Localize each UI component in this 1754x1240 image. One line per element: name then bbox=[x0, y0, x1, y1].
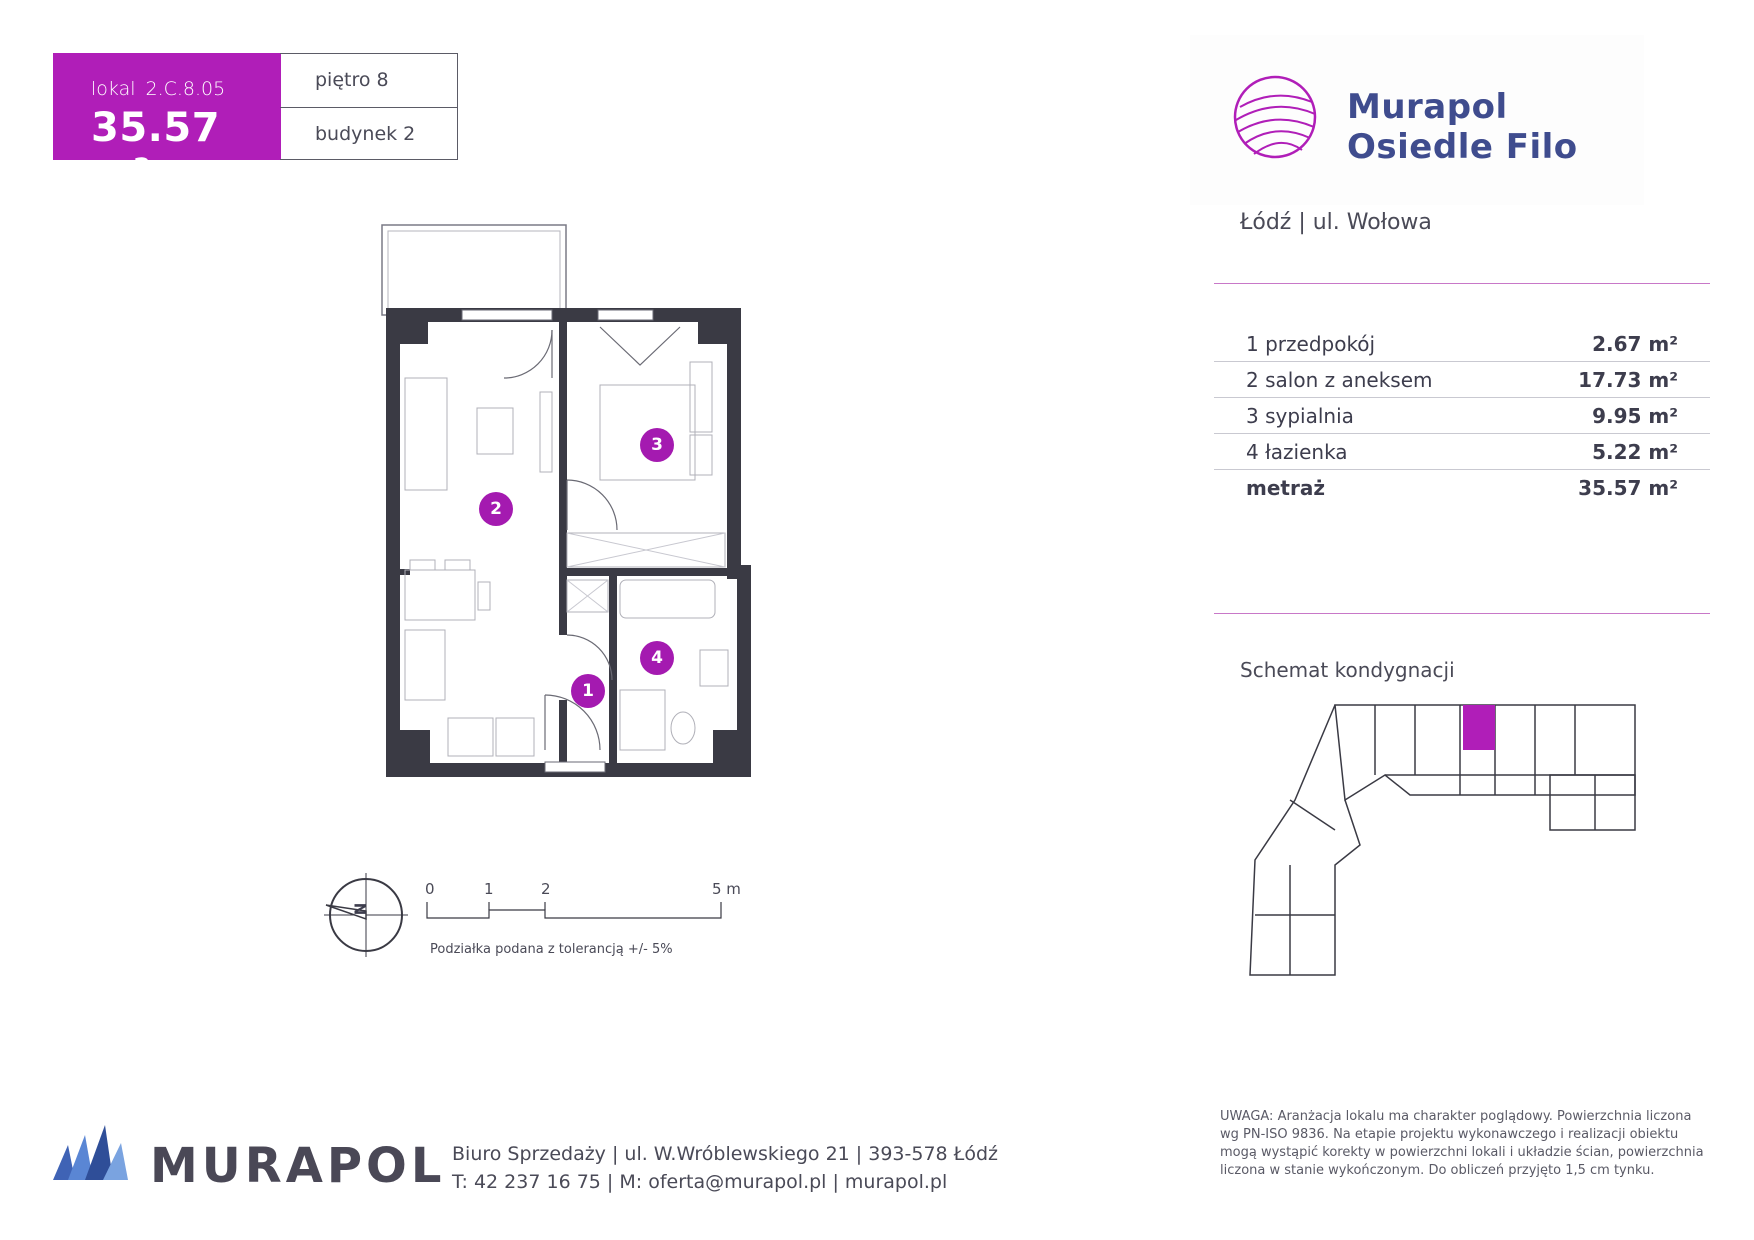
unit-label: lokal bbox=[91, 78, 136, 100]
scale-tick-1: 1 bbox=[484, 880, 494, 898]
total-row bbox=[1214, 470, 1710, 506]
sales-office-phone-email: T: 42 237 16 75 | M: oferta@murapol.pl | murapol.pl bbox=[452, 1171, 948, 1193]
project-address: Łódź | ul. Wołowa bbox=[1240, 210, 1432, 235]
room-name: 1 przedpokój bbox=[1246, 331, 1376, 356]
compass-letter: N bbox=[351, 902, 370, 916]
room-name: 3 sypialnia bbox=[1246, 403, 1354, 428]
room-name: 4 łazienka bbox=[1246, 439, 1348, 464]
floor-schema bbox=[1235, 700, 1645, 990]
sales-office-address: Biuro Sprzedaży | ul. W.Wróblewskiego 21 | 393-578 Łódź bbox=[452, 1143, 998, 1165]
total-area: 35.57 m² bbox=[1578, 476, 1678, 500]
brand-subtitle: Osiedle Filo bbox=[1347, 127, 1578, 167]
scale-tick-5: 5 m bbox=[712, 880, 741, 898]
room-row bbox=[1214, 398, 1710, 434]
room-marker-4: 4 bbox=[640, 641, 674, 675]
room-row bbox=[1214, 326, 1710, 362]
scale-tick-2: 2 bbox=[541, 880, 551, 898]
divider-top bbox=[1214, 283, 1710, 284]
room-row bbox=[1214, 434, 1710, 470]
room-marker-2: 2 bbox=[479, 492, 513, 526]
scale-bar bbox=[425, 900, 725, 922]
floor-schema-title: Schemat kondygnacji bbox=[1240, 658, 1455, 682]
divider-bottom bbox=[1214, 613, 1710, 614]
unit-code: 2.C.8.05 bbox=[145, 78, 226, 100]
scale-tick-0: 0 bbox=[425, 880, 435, 898]
floor-label: piętro 8 bbox=[315, 69, 389, 91]
disclaimer-note: UWAGA: Aranżacja lokalu ma charakter poglądowy. Powierzchnia liczona wg PN-ISO 9836. Na etapie projektu wykonawczego i realizacji obiektu mogą wystąpić korekty w powierzchni lokali i układzie ścian, powierzchnia liczona w stanie wykończonym. Do obliczeń przyjęto 1,5 cm tynku. bbox=[1220, 1109, 1704, 1178]
unit-area: 35.57 m² bbox=[91, 105, 221, 197]
scale-tolerance-note: Podziałka podana z tolerancją +/- 5% bbox=[430, 942, 673, 957]
brand-card bbox=[1190, 35, 1644, 205]
brand-title: Murapol bbox=[1347, 87, 1508, 127]
room-area: 17.73 m² bbox=[1578, 367, 1678, 392]
room-marker-1: 1 bbox=[571, 674, 605, 708]
selected-unit-marker bbox=[1463, 705, 1495, 750]
unit-summary-box bbox=[53, 53, 281, 197]
room-area-table bbox=[1214, 326, 1710, 506]
floor-plan bbox=[380, 210, 760, 780]
murapol-logo-text: MURAPOL bbox=[150, 1138, 446, 1194]
sales-office-contact bbox=[452, 1140, 998, 1196]
room-marker-3: 3 bbox=[640, 428, 674, 462]
unit-code-label bbox=[91, 78, 225, 100]
room-area: 5.22 m² bbox=[1592, 439, 1678, 464]
murapol-logo-icon bbox=[53, 1125, 128, 1180]
building-label: budynek 2 bbox=[280, 107, 457, 160]
murapol-filo-logo-icon bbox=[1230, 72, 1320, 162]
room-area: 9.95 m² bbox=[1592, 403, 1678, 428]
total-label: metraż bbox=[1246, 476, 1325, 500]
room-area: 2.67 m² bbox=[1592, 331, 1678, 356]
unit-info-box bbox=[280, 53, 458, 160]
room-row bbox=[1214, 362, 1710, 398]
room-name: 2 salon z aneksem bbox=[1246, 367, 1433, 392]
